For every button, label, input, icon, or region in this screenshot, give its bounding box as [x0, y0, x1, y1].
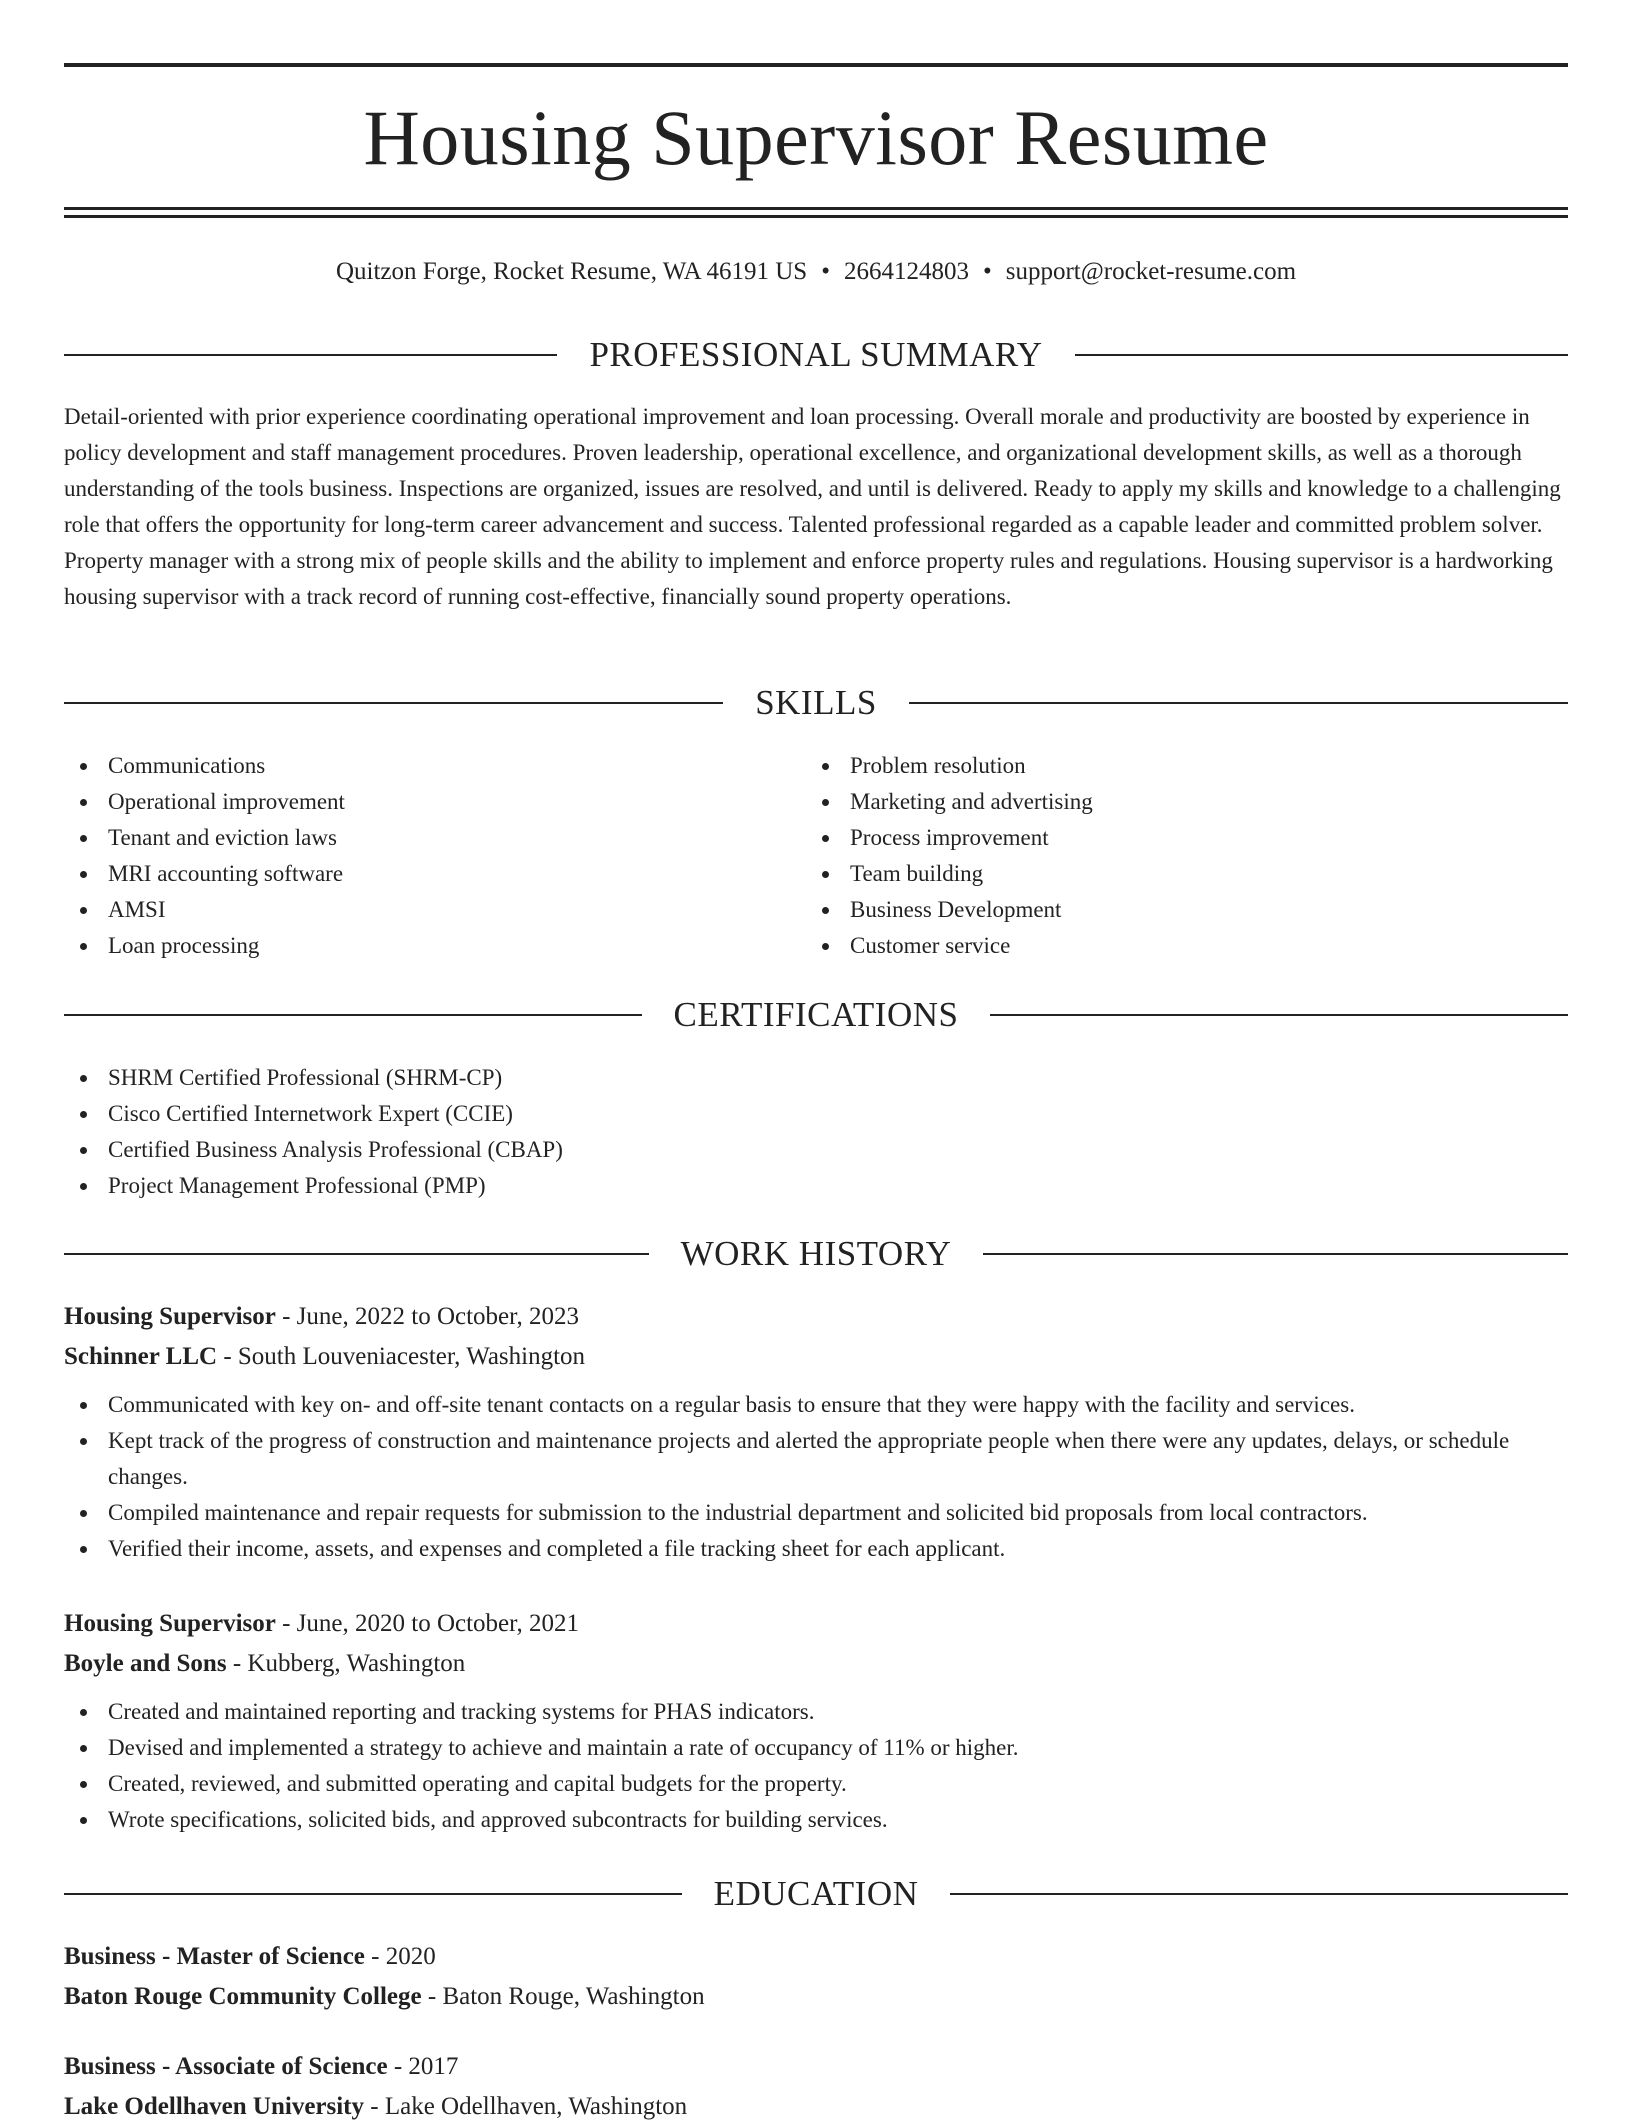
job-entry [64, 1297, 1568, 1567]
divider-line [950, 1893, 1568, 1895]
job-title: Housing Supervisor [64, 1303, 276, 1330]
degree-year: - 2020 [364, 1943, 436, 1970]
title-rule-upper [64, 207, 1568, 210]
skill-item: Team building [806, 856, 1566, 892]
skill-item: Operational improvement [64, 784, 804, 820]
skill-item: AMSI [64, 892, 804, 928]
education-entry [64, 1937, 1568, 2017]
job-dates: - June, 2020 to October, 2021 [275, 1610, 579, 1637]
job-entry [64, 1604, 1568, 1838]
job-bullet: Devised and implemented a strategy to achieve and maintain a rate of occupancy of 11% or higher. [64, 1730, 1568, 1766]
job-bullet: Created and maintained reporting and tracking systems for PHAS indicators. [64, 1694, 1568, 1730]
job-bullet: Communicated with key on- and off-site tenant contacts on a regular basis to ensure that they were happy with the facility and services. [64, 1387, 1568, 1423]
job-company: Schinner LLC [64, 1343, 218, 1370]
certification-item: SHRM Certified Professional (SHRM-CP) [64, 1060, 1568, 1096]
section-title: SKILLS [755, 683, 877, 722]
school-line [64, 2087, 1568, 2127]
job-title-line [64, 1604, 1568, 1644]
skill-item: Tenant and eviction laws [64, 820, 804, 856]
job-bullets [64, 1387, 1568, 1567]
education-entry [64, 2047, 1568, 2127]
job-bullet: Wrote specifications, solicited bids, and approved subcontracts for building services. [64, 1802, 1568, 1838]
contact-phone: 2664124803 [843, 258, 969, 285]
work-history-heading [64, 1232, 1568, 1276]
certifications-heading [64, 993, 1568, 1037]
job-dates: - June, 2022 to October, 2023 [275, 1303, 579, 1330]
degree-year: - 2017 [387, 2053, 459, 2080]
skill-item: Business Development [806, 892, 1566, 928]
skills-list-right [806, 748, 1566, 964]
degree: Business - Master of Science [64, 1943, 365, 1970]
job-bullet: Kept track of the progress of construction and maintenance projects and alerted the appropriate people when there were any updates, delays, or schedule changes. [64, 1423, 1568, 1495]
degree: Business - Associate of Science [64, 2053, 388, 2080]
skill-item: MRI accounting software [64, 856, 804, 892]
contact-address: Quitzon Forge, Rocket Resume, WA 46191 US [335, 258, 808, 285]
skill-item: Communications [64, 748, 804, 784]
page-title: Housing Supervisor Resume [363, 94, 1269, 181]
contact-email: support@rocket-resume.com [1005, 258, 1297, 285]
job-location: - Kubberg, Washington [226, 1650, 466, 1677]
contact-line [64, 252, 1568, 292]
certifications-list [64, 1060, 1568, 1204]
school-line [64, 1977, 1568, 2017]
section-title: EDUCATION [713, 1874, 919, 1913]
top-rule [64, 63, 1568, 67]
divider-line [64, 1893, 682, 1895]
skills-heading [64, 681, 1568, 725]
skill-item: Process improvement [806, 820, 1566, 856]
divider-line [990, 1014, 1568, 1016]
certification-item: Certified Business Analysis Professional (CBAP) [64, 1132, 1568, 1168]
school: Baton Rouge Community College [64, 1983, 422, 2010]
job-bullet: Verified their income, assets, and expenses and completed a file tracking sheet for each applicant. [64, 1531, 1568, 1567]
certification-item: Cisco Certified Internetwork Expert (CCIE) [64, 1096, 1568, 1132]
contact-separator: • [982, 258, 992, 285]
degree-line [64, 2047, 1568, 2087]
job-bullets [64, 1694, 1568, 1838]
contact-separator: • [821, 258, 830, 285]
title-rule-lower [64, 215, 1568, 218]
job-bullet: Compiled maintenance and repair requests for submission to the industrial department and solicited bid proposals from local contractors. [64, 1495, 1568, 1531]
skills-list-left [64, 748, 804, 964]
section-title: PROFESSIONAL SUMMARY [589, 335, 1043, 374]
job-bullet: Created, reviewed, and submitted operating and capital budgets for the property. [64, 1766, 1568, 1802]
section-title: CERTIFICATIONS [673, 995, 959, 1034]
skill-item: Loan processing [64, 928, 804, 964]
job-company-line [64, 1337, 1568, 1377]
divider-line [909, 702, 1568, 704]
divider-line [1075, 354, 1568, 356]
section-title: WORK HISTORY [680, 1234, 952, 1273]
divider-line [64, 354, 557, 356]
divider-line [64, 1014, 642, 1016]
divider-line [64, 1253, 649, 1255]
job-location: - South Louveniacester, Washington [217, 1343, 586, 1370]
education-heading [64, 1872, 1568, 1916]
job-company-line [64, 1644, 1568, 1684]
job-company: Boyle and Sons [64, 1650, 227, 1677]
certification-item: Project Management Professional (PMP) [64, 1168, 1568, 1204]
skill-item: Marketing and advertising [806, 784, 1566, 820]
school: Lake Odellhaven University [64, 2093, 365, 2120]
skill-item: Customer service [806, 928, 1566, 964]
school-location: - Lake Odellhaven, Washington [364, 2093, 688, 2120]
summary-text: Detail-oriented with prior experience coordinating operational improvement and loan processing. Overall morale and productivity are boosted by experience in policy development and staff management procedures. Proven leadership, operational excellence, and organizational development skills, as well as a thorough understanding of the tools business. Inspections are organized, issues are resolved, and until is delivered. Ready to apply my skills and knowledge to a challenging role that offers the opportunity for long-term career advancement and success. Talented professional regarded as a capable leader and committed problem solver. Property manager with a strong mix of people skills and the ability to implement and enforce property rules and regulations. Housing supervisor is a hardworking housing supervisor with a track record of running cost-effective, financially sound property operations. [64, 404, 1561, 609]
job-title: Housing Supervisor [64, 1610, 276, 1637]
job-title-line [64, 1297, 1568, 1337]
degree-line [64, 1937, 1568, 1977]
summary-heading [64, 333, 1568, 377]
divider-line [64, 702, 723, 704]
school-location: - Baton Rouge, Washington [421, 1983, 705, 2010]
skill-item: Problem resolution [806, 748, 1566, 784]
divider-line [983, 1253, 1568, 1255]
